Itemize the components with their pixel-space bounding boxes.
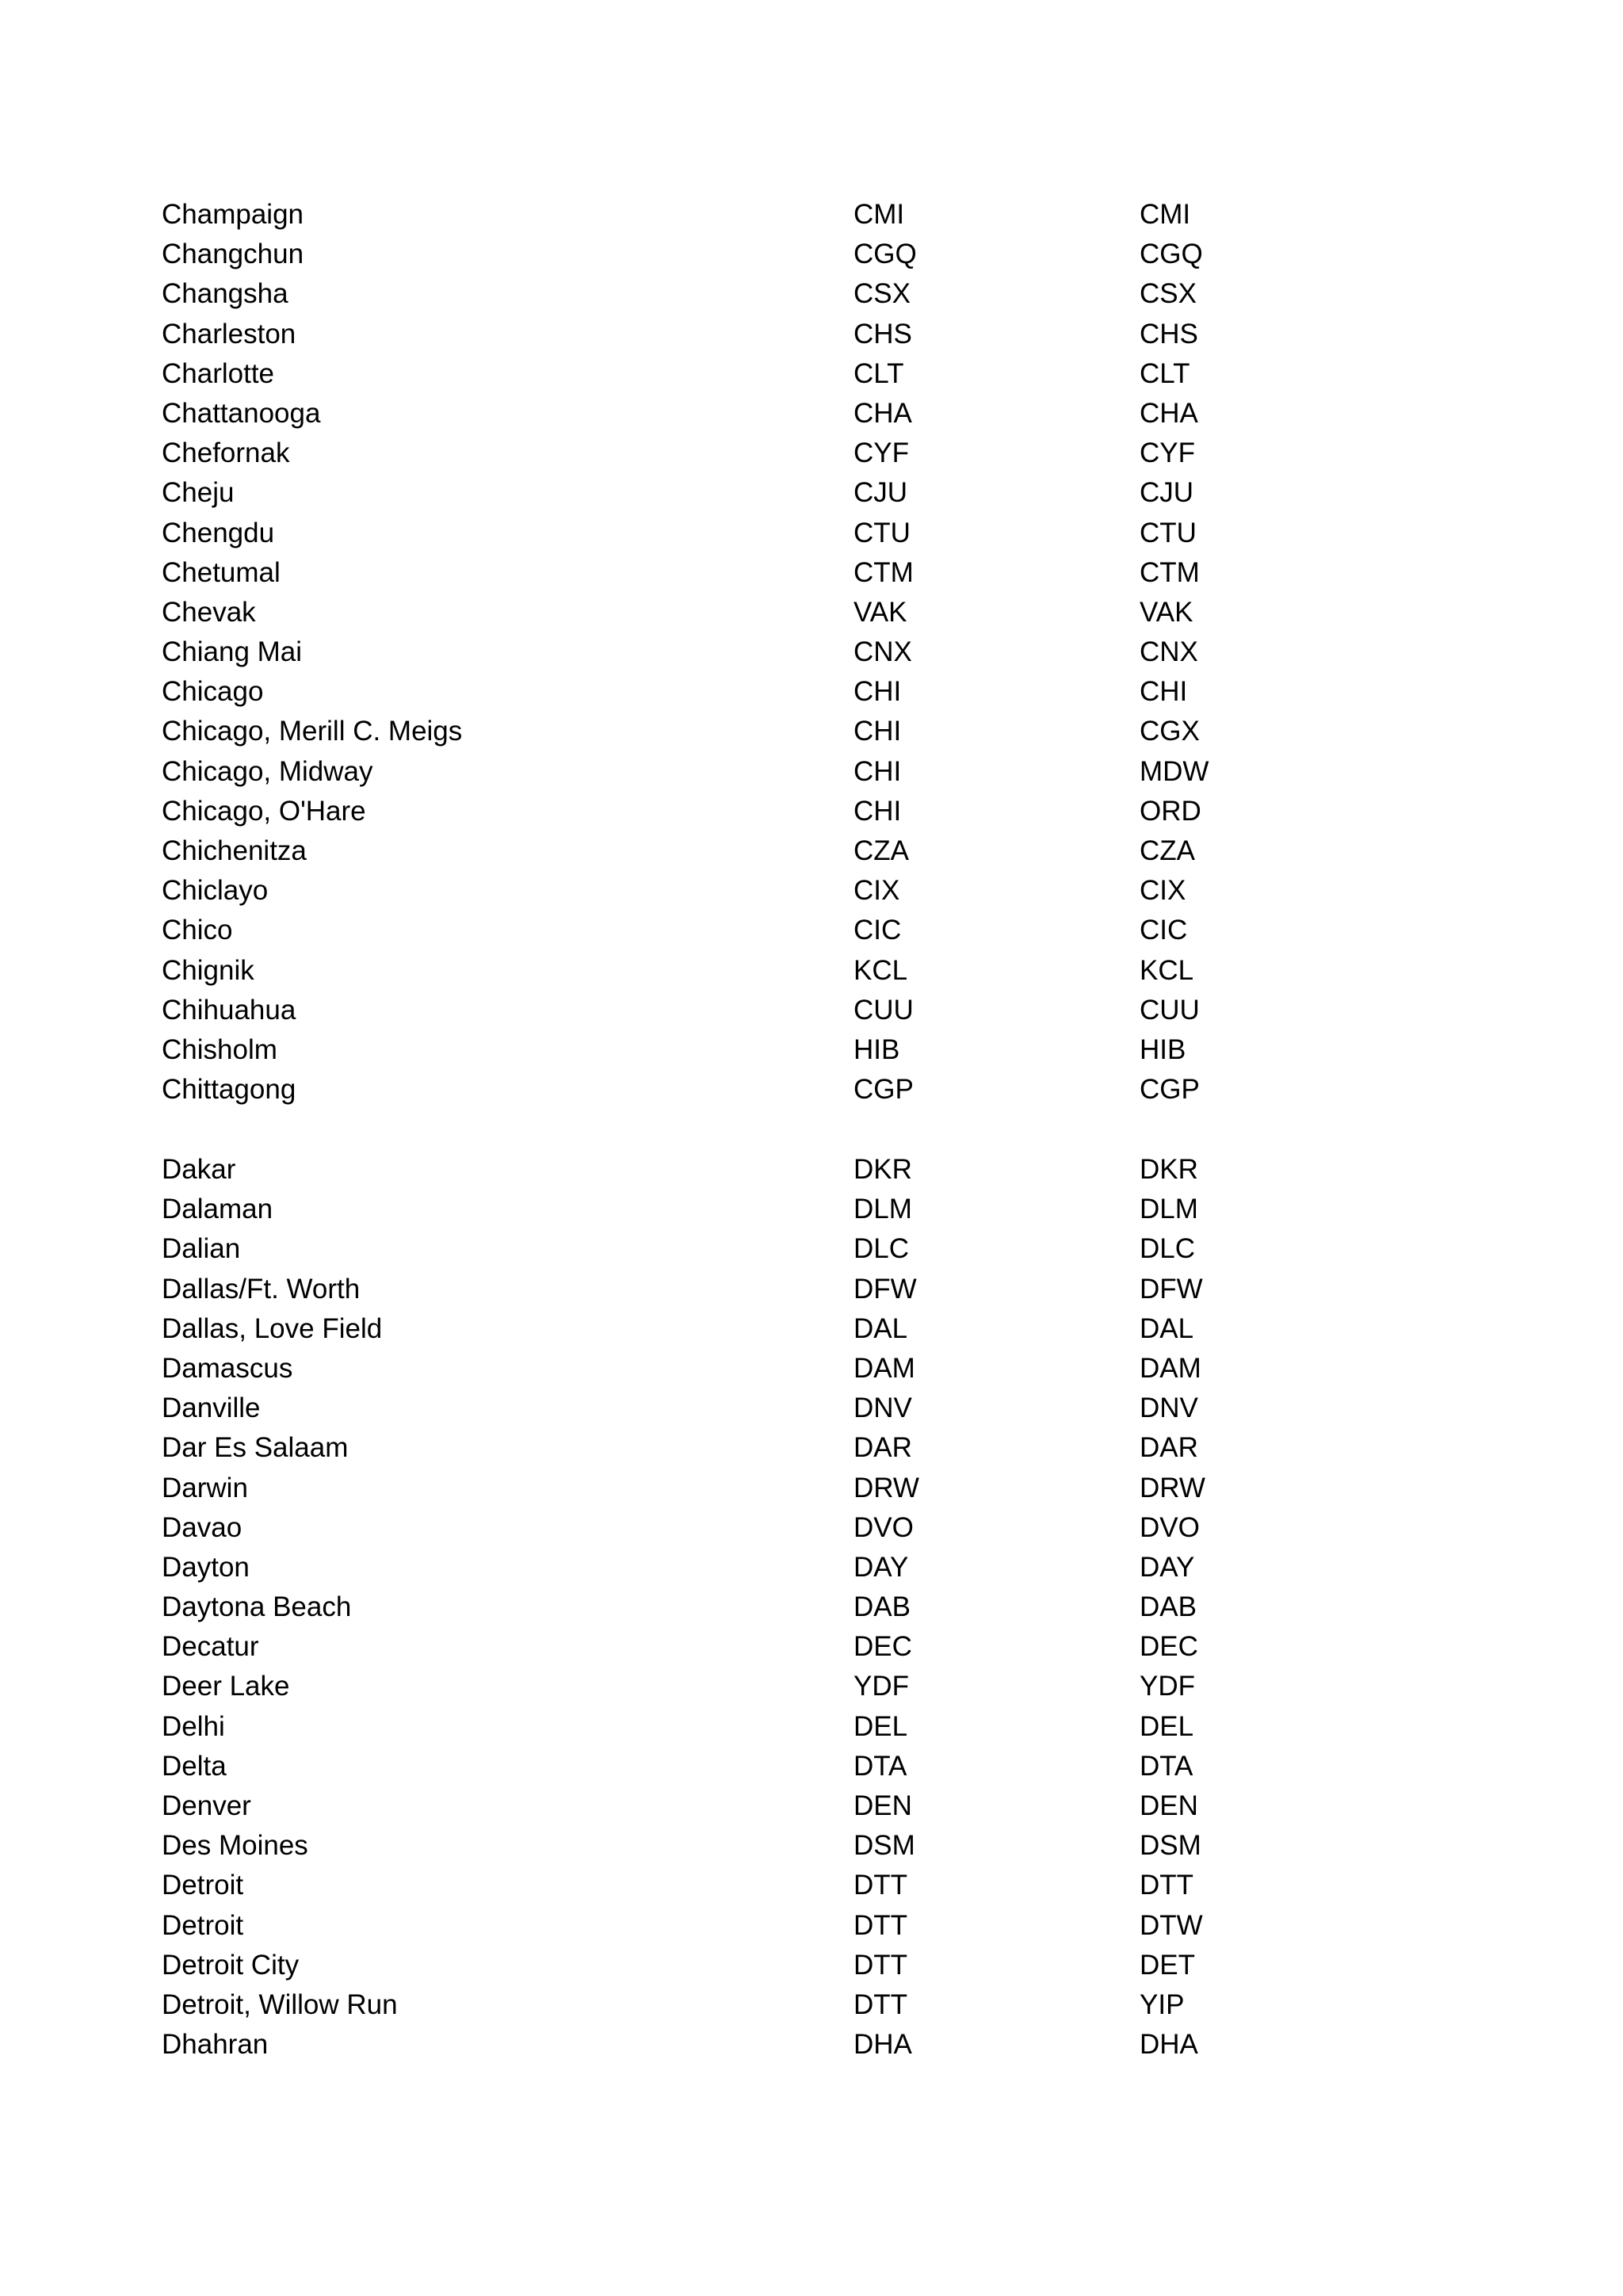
table-row: [0, 1627, 1623, 1667]
city-name-cell: Detroit, Willow Run: [162, 1988, 398, 2020]
city-name-cell: Dakar: [162, 1154, 236, 1185]
city-name-cell: Chicago, O'Hare: [162, 795, 366, 827]
city-name-cell: Detroit: [162, 1870, 244, 1901]
city-code-cell: DEL: [854, 1710, 908, 1742]
airport-code-cell: YIP: [1140, 1988, 1185, 2020]
city-code-cell: CJU: [854, 477, 908, 509]
airport-code-cell: CNX: [1140, 636, 1198, 668]
city-name-cell: Chiclayo: [162, 875, 269, 907]
airport-code-cell: YDF: [1140, 1671, 1195, 1702]
table-row: [0, 1747, 1623, 1786]
city-name-cell: Chetumal: [162, 556, 281, 588]
city-name-cell: Charlotte: [162, 357, 275, 389]
city-code-cell: DFW: [854, 1273, 917, 1305]
airport-code-cell: CSX: [1140, 278, 1197, 310]
table-row: [0, 235, 1623, 274]
city-name-cell: Changchun: [162, 239, 304, 270]
city-code-cell: CIC: [854, 915, 902, 946]
city-code-cell: DTT: [854, 1988, 908, 2020]
airport-code-cell: DEL: [1140, 1710, 1194, 1742]
airport-code-cell: DAM: [1140, 1352, 1201, 1384]
city-name-cell: Chico: [162, 915, 233, 946]
city-name-cell: Chicago, Midway: [162, 755, 373, 787]
city-name-cell: Chignik: [162, 954, 254, 986]
city-code-cell: YDF: [854, 1671, 909, 1702]
city-name-cell: Delta: [162, 1750, 227, 1782]
city-name-cell: Detroit: [162, 1909, 244, 1941]
city-code-cell: CMI: [854, 199, 905, 230]
city-code-cell: CGQ: [854, 239, 917, 270]
airport-code-cell: DTT: [1140, 1870, 1194, 1901]
airport-code-cell: DVO: [1140, 1511, 1200, 1543]
table-row: [0, 1030, 1623, 1070]
city-code-cell: CHI: [854, 676, 902, 708]
city-name-cell: Danville: [162, 1392, 261, 1424]
table-row: [0, 1587, 1623, 1627]
city-name-cell: Champaign: [162, 199, 304, 230]
city-code-cell: CZA: [854, 835, 909, 866]
table-row: [0, 1469, 1623, 1508]
table-row: [0, 195, 1623, 235]
airport-code-cell: MDW: [1140, 755, 1209, 787]
city-code-cell: DAM: [854, 1352, 915, 1384]
city-name-cell: Decatur: [162, 1631, 259, 1663]
airport-code-cell: CLT: [1140, 357, 1190, 389]
city-code-cell: CTM: [854, 556, 914, 588]
city-name-cell: Daytona Beach: [162, 1591, 352, 1623]
table-row: [0, 1309, 1623, 1349]
city-code-cell: CTU: [854, 517, 911, 548]
city-code-cell: DEN: [854, 1790, 912, 1821]
city-code-cell: CHI: [854, 716, 902, 747]
city-code-cell: HIB: [854, 1033, 900, 1065]
table-row: [0, 1190, 1623, 1229]
city-code-cell: CNX: [854, 636, 912, 668]
city-name-cell: Davao: [162, 1511, 242, 1543]
city-name-cell: Dar Es Salaam: [162, 1432, 349, 1464]
city-name-cell: Dalian: [162, 1233, 241, 1265]
table-row: [0, 2025, 1623, 2065]
city-list-group-d: [0, 1150, 1623, 2065]
city-name-cell: Chisholm: [162, 1033, 277, 1065]
table-row: [0, 911, 1623, 950]
airport-code-cell: CGQ: [1140, 239, 1203, 270]
airport-code-cell: CHS: [1140, 318, 1198, 350]
city-name-cell: Chevak: [162, 596, 256, 628]
city-code-cell: DHA: [854, 2029, 912, 2061]
airport-code-cell: DAY: [1140, 1551, 1195, 1583]
airport-code-cell: CIC: [1140, 915, 1188, 946]
city-name-cell: Delhi: [162, 1710, 225, 1742]
table-row: [0, 1229, 1623, 1269]
city-name-cell: Darwin: [162, 1472, 248, 1503]
table-row: [0, 1707, 1623, 1747]
airport-code-cell: CMI: [1140, 199, 1191, 230]
city-name-cell: Cheju: [162, 477, 235, 509]
airport-code-cell: DLC: [1140, 1233, 1196, 1265]
table-row: [0, 1985, 1623, 2025]
city-code-cell: DAB: [854, 1591, 911, 1623]
airport-code-cell: DAR: [1140, 1432, 1198, 1464]
table-row: [0, 1150, 1623, 1190]
table-row: [0, 514, 1623, 553]
city-name-cell: Dhahran: [162, 2029, 269, 2061]
airport-code-cell: CIX: [1140, 875, 1186, 907]
table-row: [0, 434, 1623, 473]
city-name-cell: Chittagong: [162, 1074, 296, 1106]
city-name-cell: Chengdu: [162, 517, 275, 548]
airport-code-cell: DTA: [1140, 1750, 1193, 1782]
city-code-cell: DTA: [854, 1750, 907, 1782]
city-code-cell: DTT: [854, 1949, 908, 1981]
city-list-group-c: [0, 195, 1623, 1110]
city-code-cell: DEC: [854, 1631, 912, 1663]
airport-code-cell: DSM: [1140, 1830, 1201, 1862]
city-name-cell: Chihuahua: [162, 994, 296, 1026]
city-name-cell: Chicago, Merill C. Meigs: [162, 716, 463, 747]
table-row: [0, 792, 1623, 831]
city-code-cell: DTT: [854, 1870, 908, 1901]
table-row: [0, 274, 1623, 314]
city-name-cell: Changsha: [162, 278, 288, 310]
table-row: [0, 1946, 1623, 1985]
table-row: [0, 1826, 1623, 1866]
table-row: [0, 752, 1623, 792]
airport-code-cell: CZA: [1140, 835, 1195, 866]
table-row: [0, 1786, 1623, 1826]
city-name-cell: Deer Lake: [162, 1671, 290, 1702]
table-row: [0, 593, 1623, 632]
table-row: [0, 1270, 1623, 1309]
airport-code-cell: DFW: [1140, 1273, 1203, 1305]
city-code-cell: DVO: [854, 1511, 914, 1543]
table-row: [0, 951, 1623, 991]
airport-code-cell: CUU: [1140, 994, 1200, 1026]
airport-code-cell: ORD: [1140, 795, 1201, 827]
table-row: [0, 354, 1623, 394]
airport-code-cell: HIB: [1140, 1033, 1186, 1065]
airport-code-cell: CGP: [1140, 1074, 1200, 1106]
city-name-cell: Dalaman: [162, 1194, 273, 1225]
city-code-cell: VAK: [854, 596, 907, 628]
table-row: [0, 1428, 1623, 1468]
table-row: [0, 831, 1623, 871]
table-row: [0, 394, 1623, 434]
city-code-cell: KCL: [854, 954, 908, 986]
airport-code-cell: VAK: [1140, 596, 1193, 628]
table-row: [0, 1349, 1623, 1389]
city-code-cell: CIX: [854, 875, 900, 907]
city-code-cell: DRW: [854, 1472, 919, 1503]
city-code-cell: DAY: [854, 1551, 909, 1583]
city-code-cell: DSM: [854, 1830, 915, 1862]
city-code-cell: DLC: [854, 1233, 910, 1265]
airport-code-cell: DKR: [1140, 1154, 1198, 1185]
city-code-cell: CHA: [854, 397, 912, 429]
table-row: [0, 632, 1623, 672]
airport-code-cell: DRW: [1140, 1472, 1205, 1503]
airport-code-cell: CGX: [1140, 716, 1200, 747]
city-code-cell: CHI: [854, 795, 902, 827]
city-code-cell: DKR: [854, 1154, 912, 1185]
city-code-cell: CLT: [854, 357, 904, 389]
airport-code-cell: DAB: [1140, 1591, 1197, 1623]
airport-code-cell: DEC: [1140, 1631, 1198, 1663]
city-code-cell: DLM: [854, 1194, 912, 1225]
table-row: [0, 871, 1623, 911]
airport-code-cell: DNV: [1140, 1392, 1198, 1424]
city-code-cell: DTT: [854, 1909, 908, 1941]
city-code-cell: CYF: [854, 437, 909, 469]
airport-code-cell: DET: [1140, 1949, 1195, 1981]
table-row: [0, 315, 1623, 354]
table-row: [0, 473, 1623, 513]
airport-code-cell: CYF: [1140, 437, 1195, 469]
table-row: [0, 1070, 1623, 1110]
airport-code-cell: CTM: [1140, 556, 1200, 588]
airport-code-cell: DHA: [1140, 2029, 1198, 2061]
city-code-cell: CHI: [854, 755, 902, 787]
city-code-cell: CGP: [854, 1074, 914, 1106]
table-row: [0, 1667, 1623, 1706]
city-name-cell: Charleston: [162, 318, 296, 350]
city-name-cell: Dallas, Love Field: [162, 1312, 383, 1344]
airport-code-cell: DLM: [1140, 1194, 1198, 1225]
table-row: [0, 1906, 1623, 1946]
city-name-cell: Damascus: [162, 1352, 293, 1384]
city-code-cell: DAL: [854, 1312, 908, 1344]
city-name-cell: Des Moines: [162, 1830, 308, 1862]
airport-code-cell: CJU: [1140, 477, 1194, 509]
table-row: [0, 1389, 1623, 1428]
table-row: [0, 672, 1623, 712]
city-code-cell: CHS: [854, 318, 912, 350]
city-code-cell: DAR: [854, 1432, 912, 1464]
airport-code-cell: KCL: [1140, 954, 1194, 986]
city-name-cell: Dayton: [162, 1551, 250, 1583]
airport-code-cell: CHI: [1140, 676, 1188, 708]
table-row: [0, 1866, 1623, 1905]
table-row: [0, 1548, 1623, 1587]
city-code-cell: CUU: [854, 994, 914, 1026]
airport-code-cell: DEN: [1140, 1790, 1198, 1821]
airport-code-cell: CTU: [1140, 517, 1197, 548]
city-code-cell: DNV: [854, 1392, 912, 1424]
city-name-cell: Denver: [162, 1790, 251, 1821]
city-name-cell: Chichenitza: [162, 835, 307, 866]
airport-code-cell: CHA: [1140, 397, 1198, 429]
city-code-cell: CSX: [854, 278, 911, 310]
city-name-cell: Chefornak: [162, 437, 290, 469]
city-name-cell: Chattanooga: [162, 397, 321, 429]
table-row: [0, 991, 1623, 1030]
table-row: [0, 553, 1623, 593]
table-row: [0, 712, 1623, 751]
table-row: [0, 1508, 1623, 1548]
city-name-cell: Chiang Mai: [162, 636, 303, 668]
city-name-cell: Detroit City: [162, 1949, 300, 1981]
airport-code-cell: DTW: [1140, 1909, 1203, 1941]
city-name-cell: Dallas/Ft. Worth: [162, 1273, 361, 1305]
city-name-cell: Chicago: [162, 676, 264, 708]
airport-code-cell: DAL: [1140, 1312, 1194, 1344]
